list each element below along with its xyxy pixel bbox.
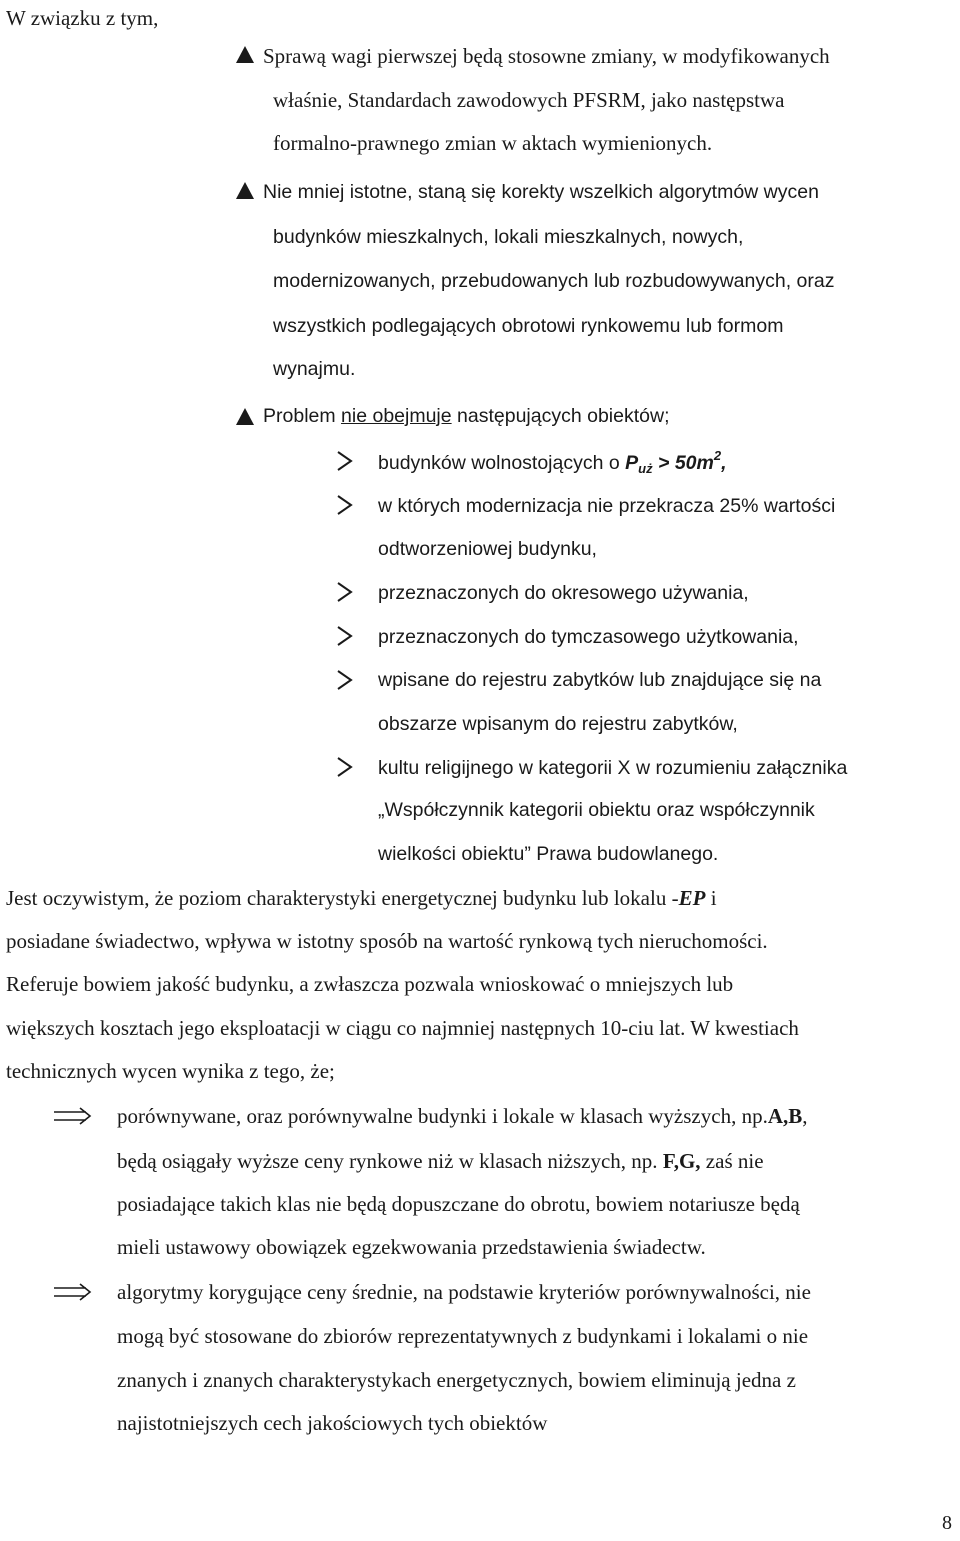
- triangle-item-1-line-1: Sprawą wagi pierwszej będą stosowne zmiany, w modyfikowanych: [263, 44, 830, 68]
- class-ab-label: A,B: [767, 1104, 803, 1128]
- formula-sup: 2: [713, 448, 722, 463]
- ep-label: EP: [678, 886, 706, 910]
- implication-1-line-3: posiadające takich klas nie będą dopuszczane do obrotu, bowiem notariusze będą: [117, 1192, 800, 1216]
- excluded-item-5-line-1: wpisane do rejestru zabytków lub znajdujące się na: [378, 669, 822, 691]
- implication-1-line-1-end: ,: [802, 1104, 808, 1128]
- problem-underlined: nie obejmuje: [341, 405, 452, 427]
- implication-1-line-1: [117, 1094, 808, 1138]
- formula-p: P: [625, 452, 639, 474]
- triangle-item-2-line-3: modernizowanych, przebudowanych lub rozbudowywanych, oraz: [273, 270, 835, 292]
- page-number: 8: [942, 1512, 952, 1534]
- implication-2-line-2: mogą być stosowane do zbiorów reprezentatywnych z budynkami i lokalami o nie: [117, 1324, 809, 1348]
- paragraph-line-4: większych kosztach jego eksploatacji w ciągu co najmniej następnych 10-ciu lat. W kwestiach: [6, 1016, 799, 1040]
- chevron-right-icon: [336, 756, 354, 778]
- chevron-right-icon: [336, 450, 354, 472]
- chevron-right-icon: [336, 625, 354, 647]
- double-arrow-icon: [52, 1106, 94, 1126]
- excluded-item-6-line-1: kultu religijnego w kategorii X w rozumieniu załącznika: [378, 757, 848, 779]
- excluded-item-4: przeznaczonych do tymczasowego użytkowania,: [378, 626, 799, 648]
- formula-sub: uż: [638, 461, 653, 476]
- paragraph-line-5: technicznych wycen wynika z tego, że;: [6, 1059, 335, 1083]
- excluded-item-1: [378, 441, 727, 485]
- triangle-bullet-icon: [236, 46, 254, 63]
- triangle-item-2-line-2: budynków mieszkalnych, lokali mieszkalnych, nowych,: [273, 226, 744, 248]
- implication-1-line-1-text: porównywane, oraz porównywalne budynki i lokale w klasach wyższych, np.: [117, 1104, 768, 1128]
- excluded-item-6-line-3: wielkości obiektu” Prawa budowlanego.: [378, 843, 719, 865]
- chevron-right-icon: [336, 494, 354, 516]
- triangle-item-1-line-2: właśnie, Standardach zawodowych PFSRM, jako następstwa: [273, 88, 785, 112]
- triangle-item-2-line-1: Nie mniej istotne, staną się korekty wszelkich algorytmów wycen: [263, 181, 819, 203]
- class-fg-label: F,G,: [662, 1149, 701, 1173]
- triangle-bullet-icon: [236, 182, 254, 199]
- excluded-item-1-text: budynków wolnostojących o: [378, 452, 626, 474]
- implication-2-line-3: znanych i znanych charakterystykach energetycznych, bowiem eliminują jedna z: [117, 1368, 796, 1392]
- implication-1-line-4: mieli ustawowy obowiązek egzekwowania przedstawienia świadectw.: [117, 1235, 706, 1259]
- excluded-item-2-line-1: w których modernizacja nie przekracza 25% wartości: [378, 495, 836, 517]
- implication-1-line-2-end: zaś nie: [700, 1149, 764, 1173]
- excluded-item-2-line-2: odtworzeniowej budynku,: [378, 538, 597, 560]
- excluded-item-3: przeznaczonych do okresowego używania,: [378, 582, 749, 604]
- triangle-item-1-line-3: formalno-prawnego zmian w aktach wymienionych.: [273, 131, 713, 155]
- triangle-bullet-icon: [236, 408, 254, 425]
- chevron-right-icon: [336, 669, 354, 691]
- paragraph-line-1-end: i: [705, 886, 717, 910]
- paragraph-line-1: [6, 876, 717, 920]
- excluded-item-5-line-2: obszarze wpisanym do rejestru zabytków,: [378, 713, 738, 735]
- problem-prefix: Problem: [263, 405, 342, 427]
- double-arrow-icon: [52, 1282, 94, 1302]
- formula-gt: > 50m: [652, 452, 714, 474]
- triangle-item-3: [263, 394, 670, 438]
- paragraph-line-1-text: Jest oczywistym, że poziom charakterystyki energetycznej budynku lub lokalu -: [6, 886, 679, 910]
- paragraph-line-2: posiadane świadectwo, wpływa w istotny sposób na wartość rynkową tych nieruchomości.: [6, 929, 768, 953]
- excluded-item-6-line-2: „Współczynnik kategorii obiektu oraz współczynnik: [378, 799, 815, 821]
- intro-text: W związku z tym,: [6, 6, 159, 30]
- problem-suffix: następujących obiektów;: [451, 405, 670, 427]
- triangle-item-2-line-5: wynajmu.: [273, 358, 356, 380]
- implication-2-line-1: algorytmy korygujące ceny średnie, na podstawie kryteriów porównywalności, nie: [117, 1280, 811, 1304]
- implication-1-line-2: [117, 1139, 764, 1183]
- paragraph-line-3: Referuje bowiem jakość budynku, a zwłaszcza pozwala wnioskować o mniejszych lub: [6, 972, 734, 996]
- implication-1-line-2-text: będą osiągały wyższe ceny rynkowe niż w klasach niższych, np.: [117, 1149, 663, 1173]
- formula-end: ,: [721, 452, 727, 474]
- chevron-right-icon: [336, 581, 354, 603]
- triangle-item-2-line-4: wszystkich podlegających obrotowi rynkowemu lub formom: [273, 315, 784, 337]
- implication-2-line-4: najistotniejszych cech jakościowych tych obiektów: [117, 1411, 548, 1435]
